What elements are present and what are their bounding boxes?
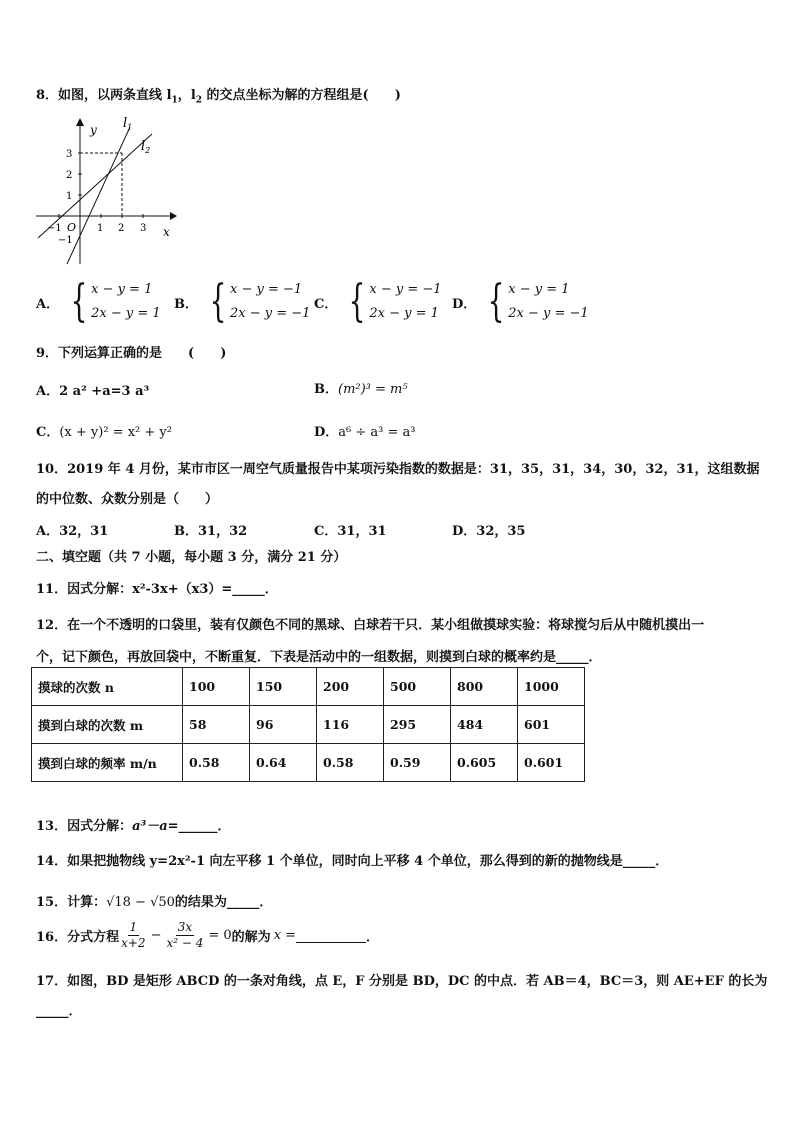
q10-option-d: D．32，35 (452, 524, 526, 539)
q8-x-arrow (170, 212, 177, 220)
q15: 15．计算：√18 − √50的结果为_____． (36, 895, 273, 910)
q8-xtick-2: 2 (118, 223, 125, 234)
q10-option-c: C．31，31 (314, 524, 387, 539)
q9-option-b: B．(m²)³ = m⁵ (314, 382, 408, 397)
q8-stem: 8．如图，以两条直线 $l_1$，$l_2$ 的交点坐标为解的方程组是( ) (36, 88, 401, 106)
q8-option-b: B． { x − y = −1 2x − y = −1 (174, 276, 311, 327)
table-cell: 800 (451, 668, 518, 706)
brace: { (70, 276, 88, 327)
q8-l1: $l_1$ (166, 88, 178, 106)
q10-option-a: A．32，31 (36, 524, 109, 539)
q14: 14．如果把抛物线 y=2x²-1 向左平移 1 个单位，同时向上平移 4 个单位，那么得到的新的抛物线是_____． (36, 854, 669, 869)
table-row (32, 706, 585, 744)
q8-suffix: 的交点坐标为解的方程组是( ) (202, 88, 401, 103)
q8-xtick-1: 1 (97, 223, 104, 234)
table-cell: 摸到白球的次数 m (32, 706, 183, 744)
table-cell: 摸到白球的频率 m/n (32, 744, 183, 782)
brace: { (487, 276, 505, 327)
table-cell: 0.58 (317, 744, 384, 782)
table-cell: 0.58 (183, 744, 250, 782)
q16-frac1: $\frac{1}{x+2}$ (121, 920, 146, 950)
q16: 16．分式方程 $\frac{1}{x+2}$ − $\frac{3x}{\text{x² − 4}}$ = 0 的解为 x = ． (36, 920, 380, 950)
q16-answer-blank (296, 928, 366, 943)
table-cell: 484 (451, 706, 518, 744)
q8-origin: O (67, 221, 77, 234)
table-cell: 116 (317, 706, 384, 744)
table-cell: 200 (317, 668, 384, 706)
section-2-heading: 二、填空题（共 7 小题，每小题 3 分，满分 21 分） (36, 550, 347, 565)
q8-graph (30, 112, 190, 272)
table-cell: 150 (250, 668, 317, 706)
q8-ytick-1: 1 (66, 191, 73, 202)
q12-line1: 12．在一个不透明的口袋里，装有仅颜色不同的黑球、白球若干只．某小组做摸球实验：将球搅匀后从中随机摸出一 (36, 618, 705, 633)
q8-option-a: A． { x − y = 1 2x − y = 1 (36, 276, 161, 327)
table-cell: 1000 (518, 668, 585, 706)
q9-option-a: A．2 a² +a=3 a³ (36, 384, 150, 399)
q8-ytick-3: 3 (66, 149, 73, 160)
table-row (32, 668, 585, 706)
q8-ytick-2: 2 (66, 170, 73, 181)
q8-xtick-3: 3 (140, 223, 147, 234)
q8-prefix: 8．如图，以两条直线 (36, 88, 167, 103)
q11: 11．因式分解：x²-3x+（x3）=_____． (36, 582, 278, 597)
table-cell: 0.64 (250, 744, 317, 782)
table-cell: 摸球的次数 n (32, 668, 183, 706)
q8-xtick-neg1: −1 (47, 223, 62, 234)
q8-option-c: C． { x − y = −1 2x − y = 1 (314, 276, 442, 327)
table-cell: 0.601 (518, 744, 585, 782)
q9-stem: 9．下列运算正确的是 ( ) (36, 346, 227, 361)
brace: { (348, 276, 366, 327)
table-cell: 58 (183, 706, 250, 744)
q8-y-arrow (76, 118, 84, 126)
q10-line1: 10．2019 年 4 月份，某市市区一周空气质量报告中某项污染指数的数据是：31，35，31，34，30，32，31，这组数据 (36, 462, 760, 477)
q8-option-d: D． { x − y = 1 2x − y = −1 (452, 276, 589, 327)
brace: { (209, 276, 227, 327)
q8-y-label: y (90, 123, 97, 137)
q10-option-b: B．31，32 (174, 524, 248, 539)
table-cell: 0.59 (384, 744, 451, 782)
q17-line1: 17．如图，BD 是矩形 ABCD 的一条对角线，点 E，F 分别是 BD，DC 的中点．若 AB＝4，BC＝3，则 AE+EF 的长为 (36, 974, 768, 989)
q8-l2-label: $l_2$ (141, 139, 151, 155)
q13: 13．因式分解：a³－a=______． (36, 819, 231, 834)
table-cell: 100 (183, 668, 250, 706)
q8-x-label: x (163, 225, 170, 239)
q9-option-d: D．a⁶ ÷ a³ = a³ (314, 425, 416, 440)
q12-table (31, 667, 585, 782)
q9-option-c: C．(x + y)² = x² + y² (36, 425, 172, 440)
q8-l2: $l_2$ (190, 88, 203, 106)
table-cell: 0.605 (451, 744, 518, 782)
table-cell: 96 (250, 706, 317, 744)
q16-frac2: $\frac{3x}{\text{x² − 4}}$ (166, 920, 204, 950)
table-cell: 601 (518, 706, 585, 744)
table-cell: 500 (384, 668, 451, 706)
q12-line2: 个，记下颜色，再放回袋中，不断重复．下表是活动中的一组数据，则摸到白球的概率约是_____． (36, 650, 602, 665)
q8-l1-label: $l_1$ (123, 116, 133, 132)
q8-line-l1 (67, 127, 130, 264)
table-row (32, 744, 585, 782)
table-cell: 295 (384, 706, 451, 744)
q17-line2: _____． (36, 1004, 82, 1019)
q8-ytick-neg1: −1 (58, 235, 73, 246)
q10-line2: 的中位数、众数分别是（ ） (36, 492, 219, 507)
